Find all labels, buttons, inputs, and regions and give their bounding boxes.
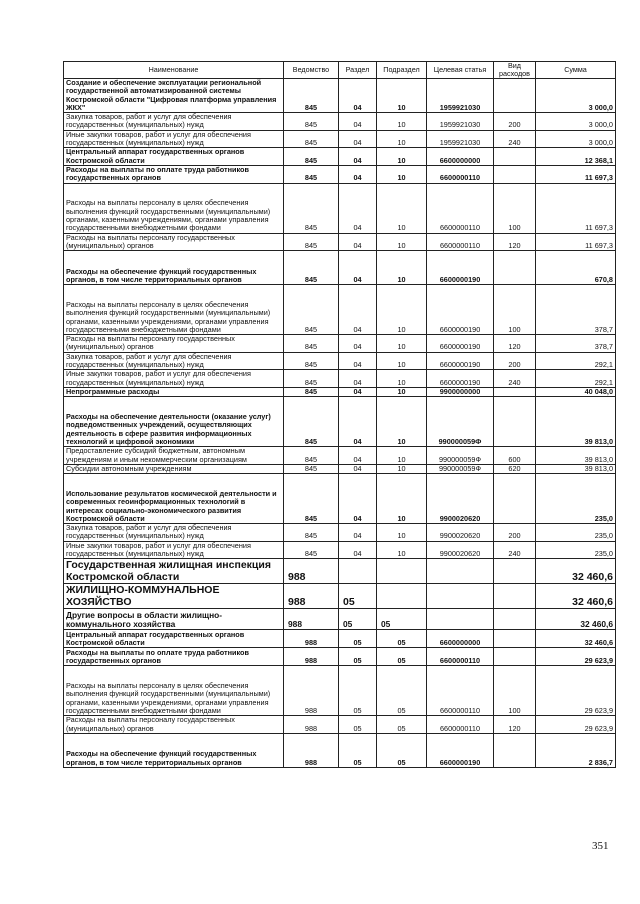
- table-row: [64, 584, 616, 609]
- cell-subsection: 10: [377, 541, 427, 559]
- cell-name: Закупка товаров, работ и услуг для обеспечения государственных (муниципальных) нужд: [64, 352, 284, 370]
- table-row: [64, 541, 616, 559]
- cell-subsection: [377, 584, 427, 609]
- cell-department: 845: [284, 233, 339, 251]
- cell-amount: 235,0: [536, 524, 616, 542]
- cell-subsection: 10: [377, 183, 427, 233]
- cell-amount: 3 000,0: [536, 79, 616, 113]
- col-header-amount: Сумма: [536, 62, 616, 79]
- cell-name: Расходы на выплаты персоналу государственных (муниципальных) органов: [64, 335, 284, 353]
- cell-subsection: 10: [377, 352, 427, 370]
- col-header-name: Наименование: [64, 62, 284, 79]
- cell-target-article: 6600000190: [427, 335, 494, 353]
- table-row: [64, 165, 616, 183]
- cell-amount: 11 697,3: [536, 165, 616, 183]
- cell-target-article: 6600000190: [427, 285, 494, 335]
- cell-target-article: 6600000110: [427, 165, 494, 183]
- cell-amount: 3 000,0: [536, 113, 616, 131]
- cell-expense-type: 240: [494, 130, 536, 148]
- cell-target-article: 6600000110: [427, 233, 494, 251]
- cell-subsection: 10: [377, 474, 427, 524]
- cell-name: Предоставление субсидий бюджетным, автономным учреждениям и иным некоммерческим организациям: [64, 447, 284, 465]
- cell-section: 05: [339, 630, 377, 648]
- cell-subsection: 05: [377, 716, 427, 734]
- cell-section: 04: [339, 474, 377, 524]
- cell-section: 04: [339, 447, 377, 465]
- cell-expense-type: [494, 584, 536, 609]
- table-row: [64, 733, 616, 767]
- cell-department: 988: [284, 716, 339, 734]
- table-row: [64, 251, 616, 285]
- cell-subsection: 10: [377, 370, 427, 388]
- cell-subsection: 05: [377, 609, 427, 630]
- cell-department: 845: [284, 251, 339, 285]
- cell-section: 04: [339, 397, 377, 447]
- cell-amount: 32 460,6: [536, 584, 616, 609]
- cell-section: 05: [339, 666, 377, 716]
- cell-target-article: 990000059Ф: [427, 397, 494, 447]
- cell-amount: 39 813,0: [536, 447, 616, 465]
- cell-amount: 2 836,7: [536, 733, 616, 767]
- cell-target-article: 1959921030: [427, 79, 494, 113]
- cell-department: 988: [284, 630, 339, 648]
- cell-department: 988: [284, 648, 339, 666]
- cell-amount: 32 460,6: [536, 609, 616, 630]
- cell-target-article: 9900020620: [427, 474, 494, 524]
- cell-expense-type: 120: [494, 233, 536, 251]
- cell-target-article: 6600000190: [427, 251, 494, 285]
- cell-name: Расходы на выплаты по оплате труда работников государственных органов: [64, 648, 284, 666]
- cell-section: 04: [339, 387, 377, 396]
- cell-name: Субсидии автономным учреждениям: [64, 464, 284, 473]
- table-row: [64, 335, 616, 353]
- cell-department: 845: [284, 474, 339, 524]
- cell-target-article: 6600000190: [427, 370, 494, 388]
- cell-name: Центральный аппарат государственных органов Костромской области: [64, 148, 284, 166]
- cell-subsection: 10: [377, 447, 427, 465]
- cell-expense-type: 120: [494, 335, 536, 353]
- cell-department: 845: [284, 79, 339, 113]
- cell-subsection: 10: [377, 387, 427, 396]
- table-row: [64, 79, 616, 113]
- cell-name: Расходы на выплаты персоналу государственных (муниципальных) органов: [64, 716, 284, 734]
- cell-target-article: 6600000110: [427, 183, 494, 233]
- cell-name: Расходы на обеспечение функций государственных органов, в том числе территориальных органов: [64, 733, 284, 767]
- cell-subsection: 10: [377, 233, 427, 251]
- cell-expense-type: [494, 630, 536, 648]
- cell-section: 04: [339, 130, 377, 148]
- col-header-section: Раздел: [339, 62, 377, 79]
- page-number: 351: [592, 840, 609, 852]
- cell-section: 04: [339, 285, 377, 335]
- cell-expense-type: [494, 165, 536, 183]
- table-row: [64, 609, 616, 630]
- cell-section: 04: [339, 335, 377, 353]
- col-header-subsection: Подраздел: [377, 62, 427, 79]
- cell-section: 05: [339, 609, 377, 630]
- cell-department: 845: [284, 397, 339, 447]
- cell-amount: 39 813,0: [536, 464, 616, 473]
- cell-department: 845: [284, 447, 339, 465]
- cell-subsection: 10: [377, 113, 427, 131]
- cell-department: 845: [284, 183, 339, 233]
- cell-department: 988: [284, 584, 339, 609]
- cell-target-article: [427, 584, 494, 609]
- table-row: [64, 370, 616, 388]
- cell-expense-type: [494, 79, 536, 113]
- cell-department: 988: [284, 666, 339, 716]
- cell-section: 04: [339, 524, 377, 542]
- col-header-target-article: Целевая статья: [427, 62, 494, 79]
- cell-subsection: 10: [377, 79, 427, 113]
- cell-expense-type: 100: [494, 183, 536, 233]
- cell-subsection: 05: [377, 666, 427, 716]
- budget-table: [63, 61, 616, 768]
- table-row: [64, 387, 616, 396]
- cell-name: Расходы на выплаты персоналу в целях обеспечения выполнения функций государственными (муниципальными) органами, казенными учреждениями, органами управления государственными внебюджетными фондами: [64, 285, 284, 335]
- cell-expense-type: 620: [494, 464, 536, 473]
- table-row: [64, 630, 616, 648]
- cell-expense-type: 200: [494, 524, 536, 542]
- cell-expense-type: [494, 648, 536, 666]
- cell-name: Иные закупки товаров, работ и услуг для обеспечения государственных (муниципальных) нужд: [64, 541, 284, 559]
- cell-expense-type: [494, 397, 536, 447]
- cell-target-article: 6600000110: [427, 716, 494, 734]
- cell-subsection: 05: [377, 733, 427, 767]
- cell-department: 988: [284, 559, 339, 584]
- cell-section: 04: [339, 464, 377, 473]
- table-row: [64, 397, 616, 447]
- cell-amount: 3 000,0: [536, 130, 616, 148]
- cell-amount: 40 048,0: [536, 387, 616, 396]
- cell-subsection: 10: [377, 251, 427, 285]
- table-row: [64, 716, 616, 734]
- table-row: [64, 183, 616, 233]
- cell-target-article: 6600000000: [427, 630, 494, 648]
- cell-expense-type: 240: [494, 541, 536, 559]
- cell-amount: 12 368,1: [536, 148, 616, 166]
- cell-section: 04: [339, 183, 377, 233]
- cell-name: Расходы на выплаты по оплате труда работников государственных органов: [64, 165, 284, 183]
- cell-target-article: 6600000190: [427, 733, 494, 767]
- cell-name: Расходы на выплаты персоналу в целях обеспечения выполнения функций государственными (муниципальными) органами, казенными учреждениями, органами управления государственными внебюджетными фондами: [64, 666, 284, 716]
- cell-section: 04: [339, 113, 377, 131]
- cell-expense-type: [494, 387, 536, 396]
- cell-target-article: 6600000190: [427, 352, 494, 370]
- cell-amount: 32 460,6: [536, 559, 616, 584]
- cell-name: Расходы на обеспечение функций государственных органов, в том числе территориальных органов: [64, 251, 284, 285]
- cell-department: 845: [284, 370, 339, 388]
- cell-section: 05: [339, 733, 377, 767]
- cell-target-article: 1959921030: [427, 130, 494, 148]
- cell-expense-type: [494, 733, 536, 767]
- cell-amount: 378,7: [536, 335, 616, 353]
- cell-expense-type: 100: [494, 666, 536, 716]
- cell-name: Расходы на обеспечение деятельности (оказание услуг) подведомственных учреждений, осуществляющих деятельность в сфере развития информационных технологий и цифровой экономики: [64, 397, 284, 447]
- cell-target-article: [427, 559, 494, 584]
- table-row: [64, 524, 616, 542]
- cell-amount: 235,0: [536, 474, 616, 524]
- cell-subsection: 10: [377, 148, 427, 166]
- cell-subsection: 10: [377, 397, 427, 447]
- cell-subsection: 10: [377, 524, 427, 542]
- cell-name: Закупка товаров, работ и услуг для обеспечения государственных (муниципальных) нужд: [64, 113, 284, 131]
- cell-department: 845: [284, 285, 339, 335]
- cell-department: 845: [284, 524, 339, 542]
- cell-section: 04: [339, 352, 377, 370]
- cell-department: 845: [284, 148, 339, 166]
- cell-name: Иные закупки товаров, работ и услуг для обеспечения государственных (муниципальных) нужд: [64, 370, 284, 388]
- cell-amount: 11 697,3: [536, 233, 616, 251]
- table-row: [64, 285, 616, 335]
- cell-amount: 292,1: [536, 352, 616, 370]
- cell-name: Государственная жилищная инспекция Костромской области: [64, 559, 284, 584]
- cell-amount: 235,0: [536, 541, 616, 559]
- cell-subsection: 10: [377, 165, 427, 183]
- table-header-row: [64, 62, 616, 79]
- cell-expense-type: [494, 609, 536, 630]
- cell-target-article: 6600000110: [427, 666, 494, 716]
- cell-subsection: 10: [377, 464, 427, 473]
- cell-department: 988: [284, 733, 339, 767]
- cell-department: 845: [284, 352, 339, 370]
- cell-department: 845: [284, 130, 339, 148]
- cell-department: 845: [284, 464, 339, 473]
- cell-amount: 670,8: [536, 251, 616, 285]
- cell-department: 845: [284, 387, 339, 396]
- cell-expense-type: 100: [494, 285, 536, 335]
- cell-section: 04: [339, 148, 377, 166]
- table-row: [64, 233, 616, 251]
- cell-expense-type: [494, 474, 536, 524]
- table-row: [64, 130, 616, 148]
- cell-target-article: 9900020620: [427, 524, 494, 542]
- cell-name: Закупка товаров, работ и услуг для обеспечения государственных (муниципальных) нужд: [64, 524, 284, 542]
- cell-amount: 29 623,9: [536, 666, 616, 716]
- cell-name: Расходы на выплаты персоналу в целях обеспечения выполнения функций государственными (муниципальными) органами, казенными учреждениями, органами управления государственными внебюджетными фондами: [64, 183, 284, 233]
- cell-name: Другие вопросы в области жилищно-коммунального хозяйства: [64, 609, 284, 630]
- cell-expense-type: 120: [494, 716, 536, 734]
- cell-subsection: 05: [377, 630, 427, 648]
- cell-expense-type: [494, 251, 536, 285]
- table-row: [64, 648, 616, 666]
- cell-target-article: 990000059Ф: [427, 464, 494, 473]
- table-row: [64, 666, 616, 716]
- cell-section: 04: [339, 233, 377, 251]
- table-row: [64, 113, 616, 131]
- col-header-department: Ведомство: [284, 62, 339, 79]
- cell-target-article: 6600000000: [427, 148, 494, 166]
- cell-amount: 32 460,6: [536, 630, 616, 648]
- table-row: [64, 464, 616, 473]
- cell-target-article: 9900020620: [427, 541, 494, 559]
- cell-expense-type: 240: [494, 370, 536, 388]
- cell-target-article: 990000059Ф: [427, 447, 494, 465]
- cell-name: Расходы на выплаты персоналу государственных (муниципальных) органов: [64, 233, 284, 251]
- table-row: [64, 148, 616, 166]
- cell-amount: 292,1: [536, 370, 616, 388]
- cell-amount: 39 813,0: [536, 397, 616, 447]
- cell-expense-type: 200: [494, 352, 536, 370]
- cell-subsection: [377, 559, 427, 584]
- cell-expense-type: 200: [494, 113, 536, 131]
- cell-name: Создание и обеспечение эксплуатации региональной государственной автоматизированной системы Костромской области "Цифровая платформа управления ЖКХ": [64, 79, 284, 113]
- cell-department: 845: [284, 113, 339, 131]
- cell-amount: 29 623,9: [536, 716, 616, 734]
- cell-target-article: 1959921030: [427, 113, 494, 131]
- cell-target-article: [427, 609, 494, 630]
- cell-section: 04: [339, 165, 377, 183]
- cell-department: 845: [284, 541, 339, 559]
- cell-expense-type: [494, 148, 536, 166]
- cell-name: Непрограммные расходы: [64, 387, 284, 396]
- cell-target-article: 9900000000: [427, 387, 494, 396]
- cell-subsection: 10: [377, 335, 427, 353]
- cell-section: 04: [339, 541, 377, 559]
- table-row: [64, 447, 616, 465]
- cell-name: ЖИЛИЩНО-КОММУНАЛЬНОЕ ХОЗЯЙСТВО: [64, 584, 284, 609]
- cell-section: 05: [339, 648, 377, 666]
- col-header-expense-type: Вид расходов: [494, 62, 536, 79]
- cell-expense-type: [494, 559, 536, 584]
- table-row: [64, 474, 616, 524]
- cell-section: [339, 559, 377, 584]
- cell-name: Центральный аппарат государственных органов Костромской области: [64, 630, 284, 648]
- cell-department: 845: [284, 165, 339, 183]
- cell-section: 04: [339, 251, 377, 285]
- cell-expense-type: 600: [494, 447, 536, 465]
- table-row: [64, 352, 616, 370]
- cell-target-article: 6600000110: [427, 648, 494, 666]
- cell-amount: 29 623,9: [536, 648, 616, 666]
- cell-name: Иные закупки товаров, работ и услуг для обеспечения государственных (муниципальных) нужд: [64, 130, 284, 148]
- cell-section: 05: [339, 716, 377, 734]
- cell-subsection: 10: [377, 130, 427, 148]
- cell-section: 05: [339, 584, 377, 609]
- table-row: [64, 559, 616, 584]
- cell-department: 988: [284, 609, 339, 630]
- cell-department: 845: [284, 335, 339, 353]
- cell-section: 04: [339, 79, 377, 113]
- cell-subsection: 05: [377, 648, 427, 666]
- cell-section: 04: [339, 370, 377, 388]
- cell-amount: 11 697,3: [536, 183, 616, 233]
- cell-subsection: 10: [377, 285, 427, 335]
- cell-amount: 378,7: [536, 285, 616, 335]
- cell-name: Использование результатов космической деятельности и современных геоинформационных технологий в интересах социально-экономического развития Костромской области: [64, 474, 284, 524]
